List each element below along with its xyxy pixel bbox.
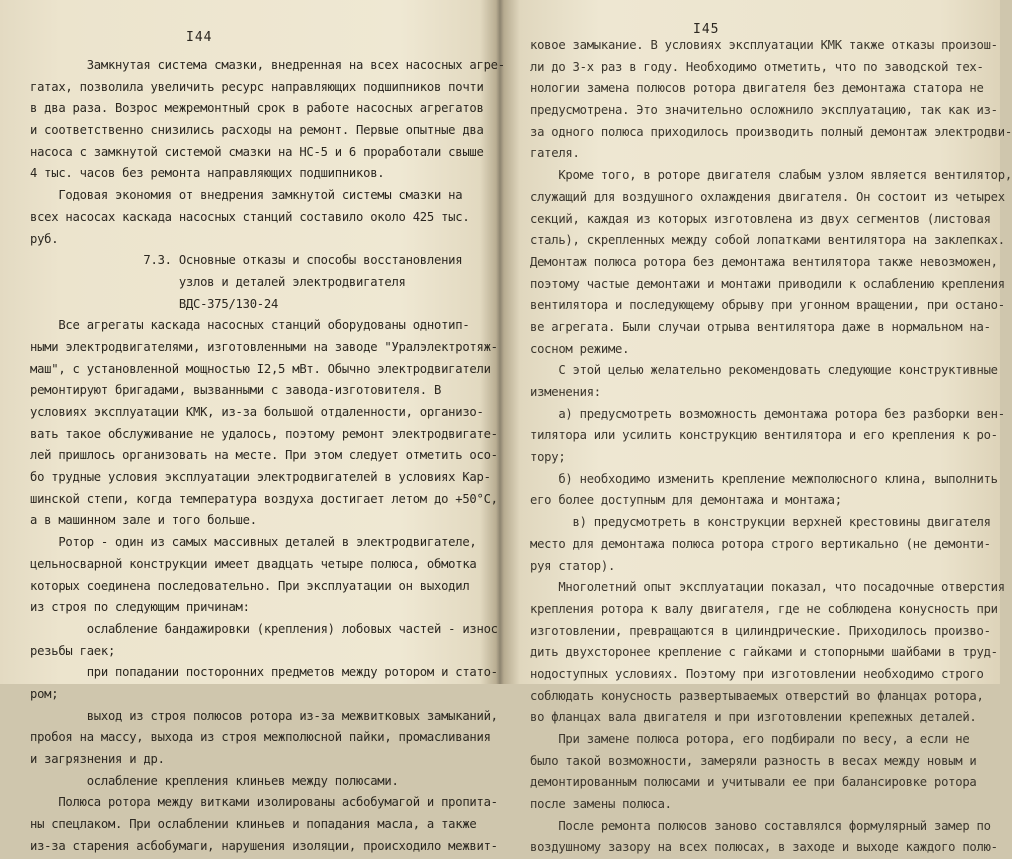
text-line: в) предусмотреть в конструкции верхней крестовины двигателя — [530, 515, 991, 530]
text-line: нологии замена полюсов ротора двигателя без демонтажа статора не — [530, 81, 984, 96]
text-line: из-за старения асбобумаги, нарушения изоляции, происходило межвит- — [30, 838, 498, 853]
text-line: во фланцах вала двигателя и при изготовлении крепежных деталей. — [530, 710, 977, 725]
text-line: С этой целью желательно рекомендовать следующие конструктивные — [530, 363, 998, 378]
text-line: после замены полюса. — [530, 797, 672, 812]
text-line: ВДС-375/130-24 — [30, 296, 279, 311]
text-line: тору; — [530, 450, 566, 465]
text-line: После ремонта полюсов заново составлялся формулярный замер по — [530, 818, 991, 833]
text-line: ве агрегата. Были случаи отрыва вентилятора даже в нормальном на- — [530, 319, 991, 334]
text-line: в два раза. Возрос межремонтный срок в работе насосных агрегатов — [30, 101, 484, 116]
left-page — [0, 0, 505, 853]
text-line: из строя по следующим причинам: — [30, 600, 250, 615]
text-line: гателя. — [530, 146, 580, 161]
text-line: Все агрегаты каскада насосных станций оборудованы однотип- — [30, 318, 470, 333]
text-line: резьбы гаек; — [30, 643, 116, 658]
text-line: сосном режиме. — [530, 341, 630, 356]
page-body — [30, 55, 505, 857]
text-line: Полюса ротора между витками изолированы асбобумагой и пропита- — [30, 795, 498, 810]
text-line: тилятора или усилить конструкцию вентилятора и его крепления к ро- — [530, 428, 998, 443]
text-line: шинской степи, когда температура воздуха достигает летом до +50°С, — [30, 491, 498, 506]
text-line: ремонтируют бригадами, вызванными с завода-изготовителя. В — [30, 383, 442, 398]
text-line: изготовлении, превращаются в цилиндрические. Приходилось произво- — [530, 623, 991, 638]
page-number: I44 — [186, 30, 213, 45]
text-line: узлов и деталей электродвигателя — [30, 274, 406, 289]
text-line: предусмотрена. Это значительно осложнило эксплуатацию, так как из- — [530, 103, 998, 118]
text-line: и соответственно снизились расходы на ремонт. Первые опытные два — [30, 123, 484, 138]
text-line: Годовая экономия от внедрения замкнутой системы смазки на — [30, 188, 463, 203]
text-line: воздушному зазору на всех полюсах, в заходе и выходе каждого полю- — [530, 840, 998, 855]
text-line: изменения: — [530, 385, 601, 399]
text-line: которых соединена последовательно. При эксплуатации он выходил — [30, 578, 470, 593]
text-line: его более доступным для демонтажа и монтажа; — [530, 493, 842, 508]
text-line: выход из строя полюсов ротора из-за межвитковых замыканий, — [30, 708, 498, 723]
text-line: демонтированным полюсами и учитывали ее при балансировке ротора — [530, 775, 977, 790]
text-line: ными электродвигателями, изготовленными на заводе "Уралэлектротяж- — [30, 339, 498, 354]
text-line: При замене полюса ротора, его подбирали по весу, а если не — [530, 732, 970, 746]
text-line: а в машинном зале и того больше. — [30, 513, 257, 528]
text-line: ром; — [30, 686, 59, 701]
text-line: б) необходимо изменить крепление межполюсного клина, выполнить — [530, 471, 998, 486]
text-line: всех насосах каскада насосных станций составило около 425 тыс. — [30, 209, 470, 224]
text-line: секций, каждая из которых изготовлена из двух сегментов (листовая — [530, 211, 991, 226]
text-line: было такой возможности, замеряли разность в весах между новым и — [530, 753, 977, 768]
text-line: ослабление крепления клиньев между полюсами. — [30, 773, 399, 788]
text-line: и загрязнения и др. — [30, 752, 165, 766]
text-line: Замкнутая система смазки, внедренная на всех насосных агре- — [30, 58, 505, 72]
text-line: руб. — [30, 231, 59, 246]
right-page — [504, 0, 1012, 855]
text-line: 4 тыс. часов без ремонта направляющих подшипников. — [30, 166, 385, 181]
text-line: ослабление бандажировки (крепления) лобовых частей - износ — [30, 621, 498, 636]
text-line: ли до 3-х раз в году. Необходимо отметить, что по заводской тех- — [530, 59, 984, 74]
page-body — [530, 35, 1012, 859]
text-line: Многолетний опыт эксплуатации показал, что посадочные отверстия — [530, 580, 1005, 595]
text-line: поэтому частые демонтажи и монтажи приводили к ослаблению крепления — [530, 276, 1005, 291]
text-line: гатах, позволила увеличить ресурс направляющих подшипников почти — [30, 79, 484, 94]
text-line: Кроме того, в роторе двигателя слабым узлом является вентилятор, — [530, 168, 1012, 183]
text-line: при попадании посторонних предметов между ротором и стато- — [30, 665, 498, 680]
text-line: руя статор). — [530, 558, 616, 573]
text-line: Демонтаж полюса ротора без демонтажа вентилятора также невозможен, — [530, 254, 998, 269]
text-line: цельносварной конструкции имеет двадцать четыре полюса, обмотка — [30, 556, 477, 571]
text-line: ны спецлаком. При ослаблении клиньев и попадания масла, а также — [30, 817, 477, 832]
page-number: I45 — [693, 22, 720, 37]
text-line: нодоступных условиях. Поэтому при изготовлении необходимо строго — [530, 666, 984, 681]
text-line: лей пришлось организовать на месте. При этом следует отметить осо- — [30, 448, 498, 463]
text-line: вентилятора и последующему обрыву при угонном вращении, при остано- — [530, 298, 1005, 313]
text-line: вать такое обслуживание не удалось, поэтому ремонт электродвигате- — [30, 426, 498, 441]
text-line: место для демонтажа полюса ротора строго вертикально (не демонти- — [530, 536, 991, 551]
text-line: пробоя на массу, выхода из строя межполюсной пайки, промасливания — [30, 730, 491, 745]
text-line: маш", с установленной мощностью I2,5 мВт. Обычно электродвигатели — [30, 361, 491, 376]
text-line: дить двухсторонее крепление с гайками и стопорными шайбами в труд- — [530, 645, 998, 660]
text-line: Ротор - один из самых массивных деталей в электродвигателе, — [30, 535, 477, 550]
text-line: а) предусмотреть возможность демонтажа ротора без разборки вен- — [530, 406, 1005, 421]
text-line: условиях эксплуатации КМК, из-за большой отдаленности, организо- — [30, 405, 484, 419]
text-line: 7.3. Основные отказы и способы восстановления — [30, 253, 463, 268]
text-line: за одного полюса приходилось производить полный демонтаж электродви- — [530, 124, 1012, 139]
text-line: соблюдать конусность развертываемых отверстий во фланцах ротора, — [530, 688, 984, 703]
text-line: насоса с замкнутой системой смазки на НС-5 и 6 проработали свыше — [30, 144, 484, 159]
text-line: бо трудные условия эксплуатации электродвигателей в условиях Кар- — [30, 470, 491, 485]
text-line: ковое замыкание. В условиях эксплуатации КМК также отказы произош- — [530, 38, 998, 52]
text-line: служащий для воздушного охлаждения двигателя. Он состоит из четырех — [530, 189, 1005, 204]
text-line: крепления ротора к валу двигателя, где не соблюдена конусность при — [530, 601, 998, 616]
text-line: сталь), скрепленных между собой лопатками вентилятора на заклепках. — [530, 233, 1005, 248]
